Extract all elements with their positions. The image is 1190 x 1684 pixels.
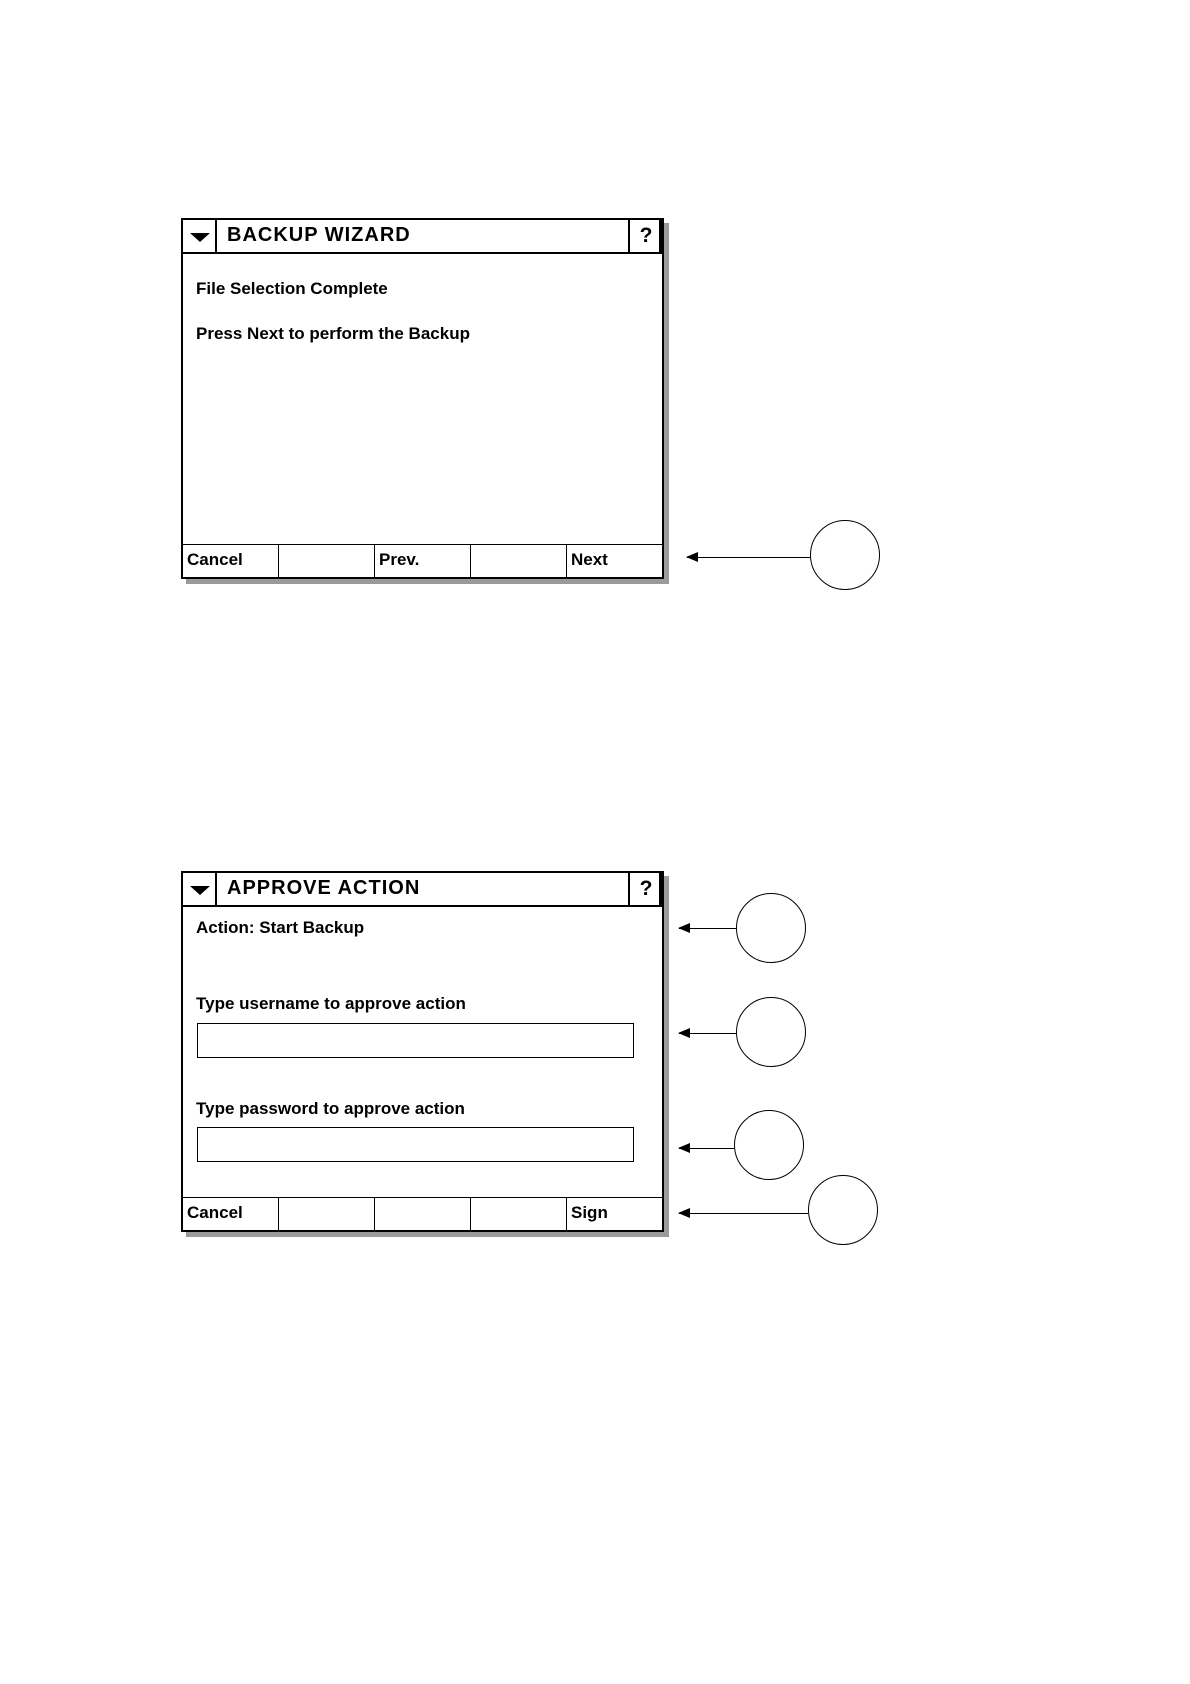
arrowhead-icon xyxy=(678,1028,690,1038)
button-bar xyxy=(183,544,662,577)
button-bar xyxy=(183,1197,662,1230)
instruction-text: Press Next to perform the Backup xyxy=(196,324,470,343)
title-bar xyxy=(183,873,662,907)
next-button[interactable]: Next xyxy=(566,545,662,577)
help-button[interactable]: ? xyxy=(628,220,662,252)
callout-arrow xyxy=(679,1148,734,1149)
arrowhead-icon xyxy=(678,1208,690,1218)
sign-button[interactable]: Sign xyxy=(566,1198,662,1230)
menu-dropdown-button[interactable] xyxy=(183,220,217,252)
callout-circle xyxy=(736,893,806,963)
menu-dropdown-button[interactable] xyxy=(183,873,217,905)
callout-arrow xyxy=(679,928,736,929)
callout-circle xyxy=(734,1110,804,1180)
title-bar xyxy=(183,220,662,254)
dropdown-triangle-icon xyxy=(190,233,210,242)
action-label: Action: Start Backup xyxy=(196,918,365,937)
empty-button-3[interactable] xyxy=(374,1198,470,1230)
callout-arrow xyxy=(679,1033,736,1034)
empty-button-2[interactable] xyxy=(278,1198,374,1230)
empty-button-4[interactable] xyxy=(470,545,566,577)
callout-circle xyxy=(736,997,806,1067)
backup-wizard-window xyxy=(181,218,664,579)
username-input[interactable] xyxy=(197,1023,634,1058)
cancel-button[interactable]: Cancel xyxy=(187,550,243,569)
help-button[interactable]: ? xyxy=(628,873,662,905)
arrowhead-icon xyxy=(678,923,690,933)
dropdown-triangle-icon xyxy=(190,886,210,895)
prev-button[interactable]: Prev. xyxy=(374,545,470,577)
arrowhead-icon xyxy=(678,1143,690,1153)
callout-arrow xyxy=(687,557,810,558)
arrowhead-icon xyxy=(686,552,698,562)
cancel-button[interactable]: Cancel xyxy=(187,1203,243,1222)
empty-button-2[interactable] xyxy=(278,545,374,577)
window-title: APPROVE ACTION xyxy=(227,877,421,899)
status-text: File Selection Complete xyxy=(196,279,388,298)
callout-circle xyxy=(808,1175,878,1245)
callout-arrow xyxy=(679,1213,808,1214)
empty-button-4[interactable] xyxy=(470,1198,566,1230)
window-title: BACKUP WIZARD xyxy=(227,224,411,246)
approve-action-window xyxy=(181,871,664,1232)
password-input[interactable] xyxy=(197,1127,634,1162)
password-label: Type password to approve action xyxy=(196,1099,465,1118)
callout-circle xyxy=(810,520,880,590)
username-label: Type username to approve action xyxy=(196,994,466,1013)
